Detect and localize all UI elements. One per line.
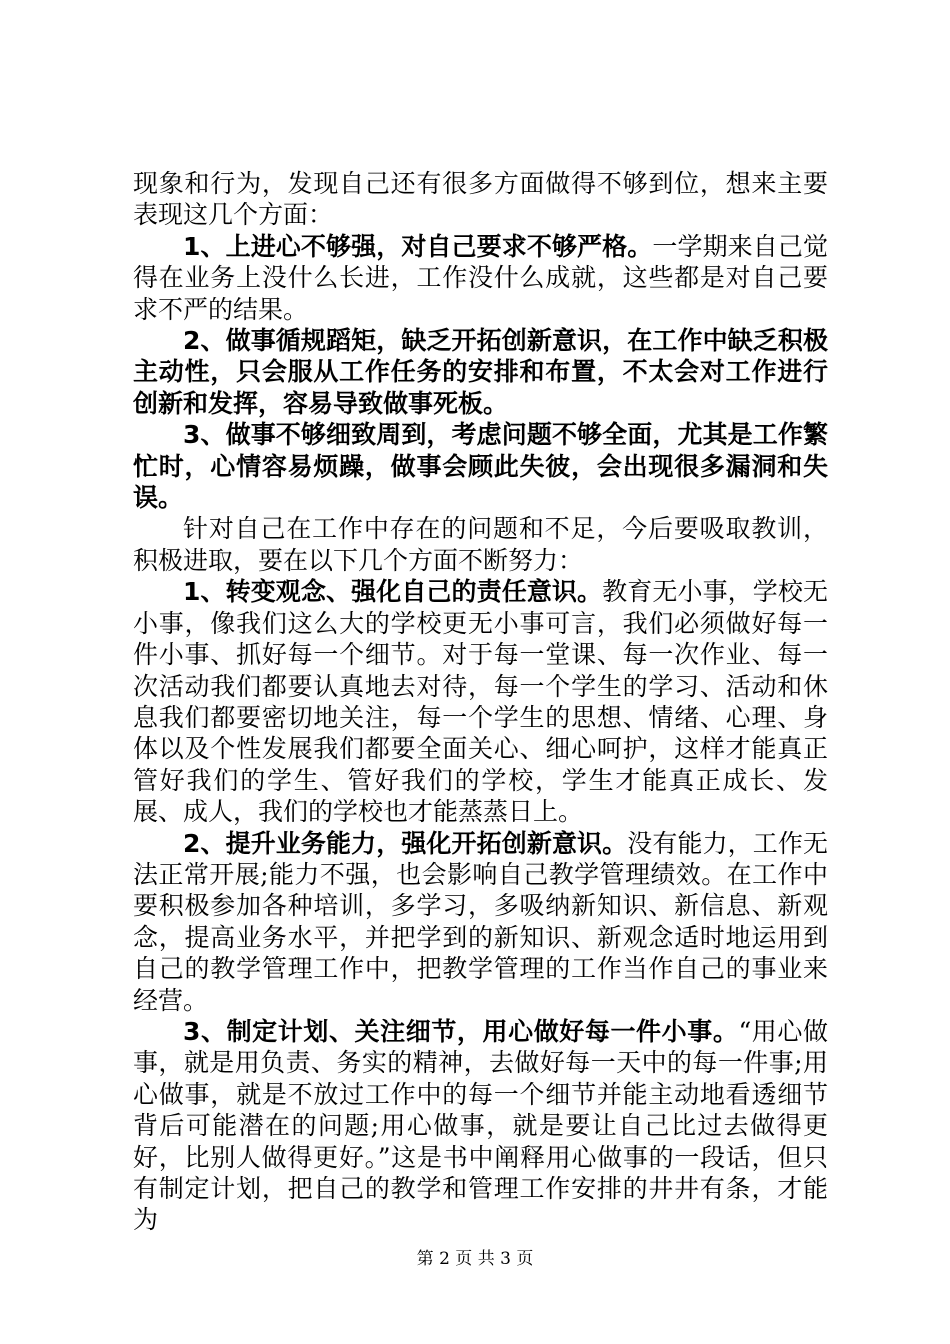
paragraph-problem-1 xyxy=(133,231,828,325)
paragraph-text: 现象和行为，发现自己还有很多方面做得不够到位，想来主要表现这几个方面： xyxy=(133,169,828,230)
paragraph-lead: 1、转变观念、强化自己的责任意识。 xyxy=(183,577,603,607)
paragraph-problem-3 xyxy=(133,419,828,513)
paragraph-continuation xyxy=(133,168,828,231)
paragraph-improvement-1 xyxy=(133,576,828,827)
paragraph-problem-2 xyxy=(133,325,828,419)
paragraph-lead: 1、上进心不够强，对自己要求不够严格。 xyxy=(183,231,653,261)
paragraph-text: 一学期来自己觉得在业务上没什么长进，工作没什么成就，这些都是对自己要求不严的结果。 xyxy=(133,231,828,324)
paragraph-improvement-3 xyxy=(133,1016,828,1236)
paragraph-text: “用心做事，就是用负责、务实的精神，去做好每一天中的每一件事;用心做事，就是不放过工作中的每一个细节并能主动地看透细节背后可能潜在的问题;用心做事，就是要让自己比过去做得更好，比别人做得更好。”这是书中阐释用心做事的一段话，但只有制定计划，把自己的教学和管理工作安排的井井有条，才能为 xyxy=(133,1016,828,1235)
paragraph-intro-improvements xyxy=(133,513,828,576)
paragraph-text: 没有能力，工作无法正常开展;能力不强，也会影响自己教学管理绩效。在工作中要积极参加各种培训，多学习，多吸纳新知识、新信息、新观念，提高业务水平，并把学到的新知识、新观念适时地运用到自己的教学管理工作中，把教学管理的工作当作自己的事业来经营。 xyxy=(133,828,828,1015)
page-footer xyxy=(0,1244,950,1269)
paragraph-text: 针对自己在工作中存在的问题和不足，今后要吸取教训，积极进取，要在以下几个方面不断努力： xyxy=(133,514,828,575)
page-number-label: 第 2 页 共 3 页 xyxy=(416,1249,534,1269)
paragraph-lead: 3、制定计划、关注细节，用心做好每一件小事。 xyxy=(183,1016,739,1046)
paragraph-improvement-2 xyxy=(133,828,828,1016)
paragraph-lead: 2、做事循规蹈矩，缺乏开拓创新意识，在工作中缺乏积极主动性，只会服从工作任务的安排和布置，不太会对工作进行创新和发挥，容易导致做事死板。 xyxy=(133,326,828,418)
paragraph-lead: 3、做事不够细致周到，考虑问题不够全面，尤其是工作繁忙时，心情容易烦躁，做事会顾此失彼，会出现很多漏洞和失误。 xyxy=(133,420,828,513)
paragraph-text: 教育无小事，学校无小事，像我们这么大的学校更无小事可言，我们必须做好每一件小事、抓好每一个细节。对于每一堂课、每一次作业、每一次活动我们都要认真地去对待，每一个学生的学习、活动和休息我们都要密切地关注，每一个学生的思想、情绪、心理、身体以及个性发展我们都要全面关心、细心呵护，这样才能真正管好我们的学生、管好我们的学校，学生才能真正成长、发展、成人，我们的学校也才能蒸蒸日上。 xyxy=(133,577,828,827)
paragraph-lead: 2、提升业务能力，强化开拓创新意识。 xyxy=(183,828,628,858)
document-body xyxy=(133,168,828,1236)
